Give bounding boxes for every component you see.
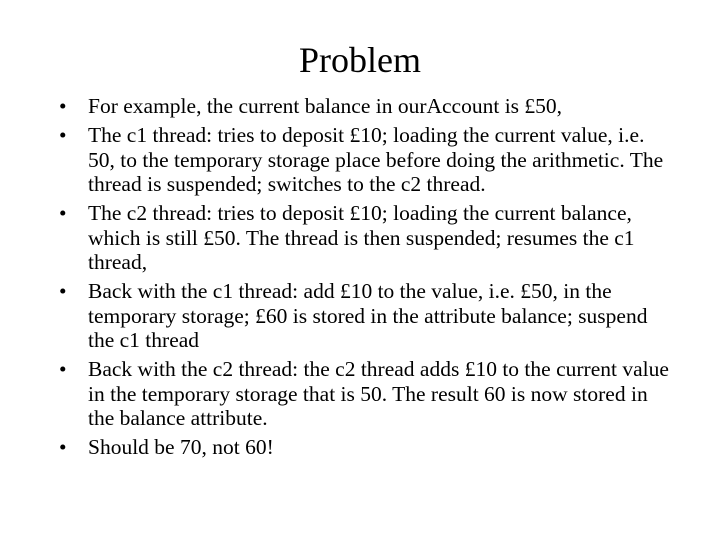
- bullet-icon: •: [59, 201, 67, 225]
- bullet-text: For example, the current balance in ourAccount is £50,: [88, 94, 563, 118]
- bullet-text: Back with the c2 thread: the c2 thread adds £10 to the current value in the temporary storage that is 50. The result 60 is now stored in the balance attribute.: [88, 357, 669, 430]
- bullet-icon: •: [59, 279, 67, 303]
- bullet-text: The c2 thread: tries to deposit £10; loading the current balance, which is still £50. The thread is then suspended; resumes the c1 thread,: [88, 201, 635, 274]
- bullet-item-5: [54, 357, 674, 431]
- bullet-item-2: [54, 123, 674, 197]
- slide-title: Problem: [299, 40, 421, 80]
- bullet-icon: •: [59, 94, 67, 118]
- bullet-icon: •: [59, 357, 67, 381]
- bullet-item-3: [54, 201, 674, 275]
- bullet-text: Should be 70, not 60!: [88, 435, 274, 459]
- bullet-icon: •: [59, 123, 67, 147]
- bullet-item-6: [54, 435, 674, 460]
- bullet-icon: •: [59, 435, 67, 459]
- bullet-text: The c1 thread: tries to deposit £10; loading the current value, i.e. 50, to the temporary storage place before doing the arithmetic. The thread is suspended; switches to the c2 thread.: [88, 123, 664, 196]
- bullet-list: [54, 94, 674, 464]
- bullet-text: Back with the c1 thread: add £10 to the value, i.e. £50, in the temporary storage; £60 is stored in the attribute balance; suspend the c1 thread: [88, 279, 648, 352]
- bullet-item-4: [54, 279, 674, 353]
- bullet-item-1: [54, 94, 674, 119]
